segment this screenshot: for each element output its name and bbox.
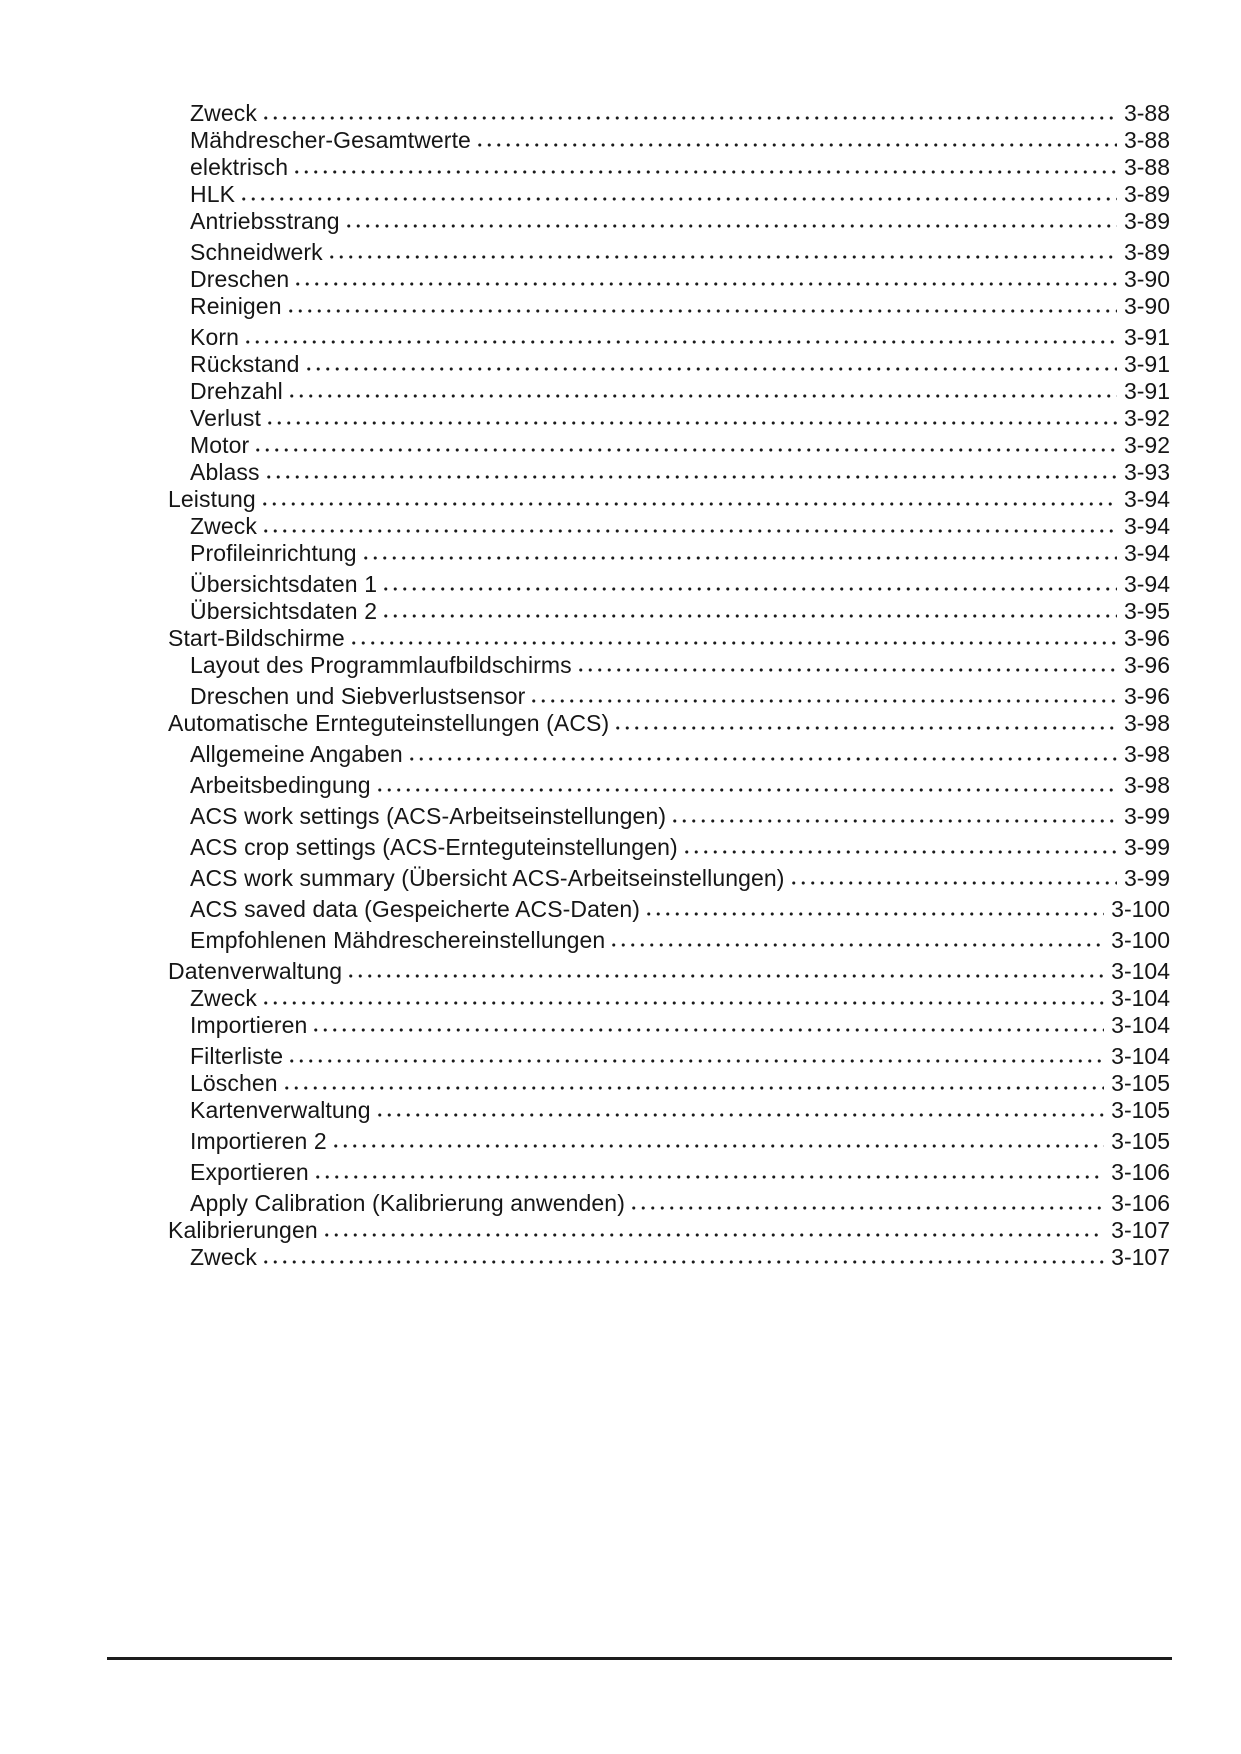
toc-entry-label: Rückstand <box>190 351 300 377</box>
toc-entry-label: Korn <box>190 324 239 350</box>
toc-entry-page: 3-96 <box>1123 652 1170 678</box>
toc-leader-dots <box>407 756 1117 762</box>
toc-entry-label: Allgemeine Angaben <box>190 741 403 767</box>
toc-entry <box>168 772 1170 799</box>
toc-entry-page: 3-104 <box>1111 1012 1170 1038</box>
toc-entry <box>168 927 1170 954</box>
toc-entry-page: 3-105 <box>1111 1097 1170 1123</box>
toc-entry-page: 3-105 <box>1111 1128 1170 1154</box>
toc-leader-dots <box>287 1058 1104 1064</box>
toc-leader-dots <box>239 196 1117 202</box>
toc-leader-dots <box>789 880 1117 886</box>
toc-entry-page: 3-91 <box>1123 351 1170 377</box>
toc-entry-label: Dreschen und Siebverlustsensor <box>190 683 526 709</box>
toc-entry-page: 3-96 <box>1123 683 1170 709</box>
toc-leader-dots <box>375 787 1117 793</box>
toc-entry <box>168 405 1170 432</box>
toc-entry <box>168 1244 1170 1271</box>
toc-leader-dots <box>346 973 1104 979</box>
toc-entry-label: Layout des Programmlaufbildschirms <box>190 652 572 678</box>
toc-entry-label: Apply Calibration (Kalibrierung anwenden) <box>190 1190 625 1216</box>
toc-entry <box>168 540 1170 567</box>
toc-entry <box>168 432 1170 459</box>
toc-entry-page: 3-94 <box>1123 571 1170 597</box>
toc-entry-label: Empfohlenen Mähdreschereinstellungen <box>190 927 606 953</box>
toc-leader-dots <box>292 169 1117 175</box>
toc-entry <box>168 127 1170 154</box>
toc-entry-page: 3-98 <box>1123 772 1170 798</box>
toc-entry-page: 3-104 <box>1111 1043 1170 1069</box>
toc-leader-dots <box>344 223 1117 229</box>
toc-entry <box>168 1097 1170 1124</box>
toc-entry <box>168 710 1170 737</box>
toc-entry-label: Zweck <box>190 513 257 539</box>
toc-leader-dots <box>261 1259 1104 1265</box>
toc-entry-label: Arbeitsbedingung <box>190 772 371 798</box>
toc-entry <box>168 1012 1170 1039</box>
toc-entry-label: Zweck <box>190 100 257 126</box>
toc-entry-page: 3-90 <box>1123 266 1170 292</box>
toc-entry <box>168 1190 1170 1217</box>
toc-entry <box>168 266 1170 293</box>
toc-entry-label: Filterliste <box>190 1043 284 1069</box>
toc-entry-page: 3-96 <box>1123 625 1170 651</box>
toc-entry-label: Übersichtsdaten 1 <box>190 571 378 597</box>
toc-entry-label: ACS work settings (ACS-Arbeitseinstellungen) <box>190 803 667 829</box>
toc-entry <box>168 571 1170 598</box>
toc-entry-label: Antriebsstrang <box>190 208 340 234</box>
toc-leader-dots <box>609 942 1104 948</box>
toc-entry-label: Reinigen <box>190 293 282 319</box>
toc-entry-page: 3-104 <box>1111 958 1170 984</box>
toc-entry-label: Übersichtsdaten 2 <box>190 598 378 624</box>
toc-leader-dots <box>629 1205 1104 1211</box>
toc-leader-dots <box>253 447 1117 453</box>
toc-entry <box>168 803 1170 830</box>
toc-entry-page: 3-100 <box>1111 896 1170 922</box>
toc-leader-dots <box>381 613 1117 619</box>
toc-leader-dots <box>304 366 1117 372</box>
toc-entry-page: 3-106 <box>1111 1159 1170 1185</box>
toc-entry-page: 3-91 <box>1123 324 1170 350</box>
toc-entry-page: 3-94 <box>1123 540 1170 566</box>
toc-leader-dots <box>293 281 1117 287</box>
toc-leader-dots <box>375 1112 1105 1118</box>
toc-entry <box>168 378 1170 405</box>
toc-leader-dots <box>576 667 1117 673</box>
toc-entry <box>168 683 1170 710</box>
toc-entry-page: 3-107 <box>1111 1244 1170 1270</box>
toc-entry <box>168 1159 1170 1186</box>
toc-entry <box>168 486 1170 513</box>
toc-entry-label: HLK <box>190 181 236 207</box>
toc-entry <box>168 154 1170 181</box>
toc-entry-label: ACS saved data (Gespeicherte ACS-Daten) <box>190 896 641 922</box>
toc-entry-page: 3-91 <box>1123 378 1170 404</box>
toc-entry-label: elektrisch <box>190 154 289 180</box>
toc-entry-page: 3-106 <box>1111 1190 1170 1216</box>
toc-entry-page: 3-100 <box>1111 927 1170 953</box>
toc-entry-page: 3-93 <box>1123 459 1170 485</box>
toc-leader-dots <box>475 142 1117 148</box>
toc-entry-page: 3-95 <box>1123 598 1170 624</box>
toc-entry-page: 3-105 <box>1111 1070 1170 1096</box>
toc-entry <box>168 652 1170 679</box>
toc-leader-dots <box>265 420 1117 426</box>
toc-entry-label: Importieren <box>190 1012 308 1038</box>
toc-entry-label: Kalibrierungen <box>168 1217 318 1243</box>
toc-entry <box>168 324 1170 351</box>
toc-entry <box>168 598 1170 625</box>
toc-entry <box>168 459 1170 486</box>
toc-entry <box>168 896 1170 923</box>
toc-leader-dots <box>243 339 1117 345</box>
toc-entry-page: 3-98 <box>1123 710 1170 736</box>
toc-leader-dots <box>311 1027 1104 1033</box>
toc-entry-label: Dreschen <box>190 266 290 292</box>
toc-entry <box>168 1070 1170 1097</box>
toc-leader-dots <box>260 501 1117 507</box>
toc-entry-page: 3-89 <box>1123 181 1170 207</box>
toc-entry <box>168 293 1170 320</box>
toc-entry <box>168 1217 1170 1244</box>
toc-entry-page: 3-94 <box>1123 486 1170 512</box>
toc-entry-label: Exportieren <box>190 1159 309 1185</box>
toc-entry <box>168 958 1170 985</box>
toc-entry <box>168 351 1170 378</box>
toc-entry <box>168 513 1170 540</box>
toc-entry-label: Datenverwaltung <box>168 958 343 984</box>
toc-entry-label: Ablass <box>190 459 260 485</box>
toc-entry-page: 3-92 <box>1123 405 1170 431</box>
toc-entry-page: 3-89 <box>1123 208 1170 234</box>
toc-entry-page: 3-94 <box>1123 513 1170 539</box>
toc-leader-dots <box>261 115 1117 121</box>
toc-entry-label: Importieren 2 <box>190 1128 327 1154</box>
toc-entry <box>168 1043 1170 1070</box>
toc-list <box>168 100 1170 1271</box>
toc-entry-page: 3-88 <box>1123 154 1170 180</box>
toc-leader-dots <box>282 1085 1105 1091</box>
toc-entry-label: Mähdrescher-Gesamtwerte <box>190 127 471 153</box>
toc-leader-dots <box>313 1174 1104 1180</box>
toc-entry <box>168 181 1170 208</box>
toc-entry-page: 3-99 <box>1123 865 1170 891</box>
toc-entry-page: 3-99 <box>1123 803 1170 829</box>
toc-entry-label: Profileinrichtung <box>190 540 357 566</box>
toc-entry-label: Schneidwerk <box>190 239 323 265</box>
toc-entry <box>168 834 1170 861</box>
toc-entry <box>168 985 1170 1012</box>
toc-leader-dots <box>261 1000 1104 1006</box>
toc-leader-dots <box>682 849 1117 855</box>
toc-leader-dots <box>287 393 1117 399</box>
toc-entry-label: ACS work summary (Übersicht ACS-Arbeitseinstellungen) <box>190 865 785 891</box>
toc-entry-label: Zweck <box>190 1244 257 1270</box>
toc-entry-label: Kartenverwaltung <box>190 1097 371 1123</box>
toc-leader-dots <box>349 640 1117 646</box>
toc-leader-dots <box>264 474 1117 480</box>
toc-entry <box>168 865 1170 892</box>
toc-entry <box>168 741 1170 768</box>
toc-entry-page: 3-90 <box>1123 293 1170 319</box>
toc-entry-page: 3-99 <box>1123 834 1170 860</box>
toc-entry-page: 3-92 <box>1123 432 1170 458</box>
toc-leader-dots <box>529 698 1117 704</box>
toc-entry <box>168 100 1170 127</box>
toc-leader-dots <box>261 528 1117 534</box>
toc-entry-label: Verlust <box>190 405 262 431</box>
toc-entry-label: ACS crop settings (ACS-Ernteguteinstellungen) <box>190 834 678 860</box>
toc-entry-label: Motor <box>190 432 250 458</box>
toc-entry-label: Start-Bildschirme <box>168 625 345 651</box>
toc-leader-dots <box>361 555 1117 561</box>
toc-entry <box>168 1128 1170 1155</box>
toc-entry-label: Zweck <box>190 985 257 1011</box>
toc-leader-dots <box>322 1232 1104 1238</box>
toc-leader-dots <box>381 586 1117 592</box>
toc-entry-page: 3-88 <box>1123 127 1170 153</box>
toc-entry <box>168 625 1170 652</box>
toc-leader-dots <box>670 818 1117 824</box>
footer-rule <box>107 1657 1172 1660</box>
toc-entry-label: Leistung <box>168 486 256 512</box>
toc-entry-label: Automatische Ernteguteinstellungen (ACS) <box>168 710 610 736</box>
toc-leader-dots <box>327 254 1117 260</box>
toc-entry-page: 3-88 <box>1123 100 1170 126</box>
toc-entry-page: 3-107 <box>1111 1217 1170 1243</box>
toc-leader-dots <box>644 911 1104 917</box>
toc-entry <box>168 208 1170 235</box>
toc-leader-dots <box>613 725 1117 731</box>
toc-entry-label: Drehzahl <box>190 378 283 404</box>
toc-leader-dots <box>286 308 1117 314</box>
toc-entry-page: 3-98 <box>1123 741 1170 767</box>
toc-entry-label: Löschen <box>190 1070 278 1096</box>
toc-leader-dots <box>331 1143 1104 1149</box>
toc-entry-page: 3-89 <box>1123 239 1170 265</box>
toc-entry-page: 3-104 <box>1111 985 1170 1011</box>
toc-entry <box>168 239 1170 266</box>
